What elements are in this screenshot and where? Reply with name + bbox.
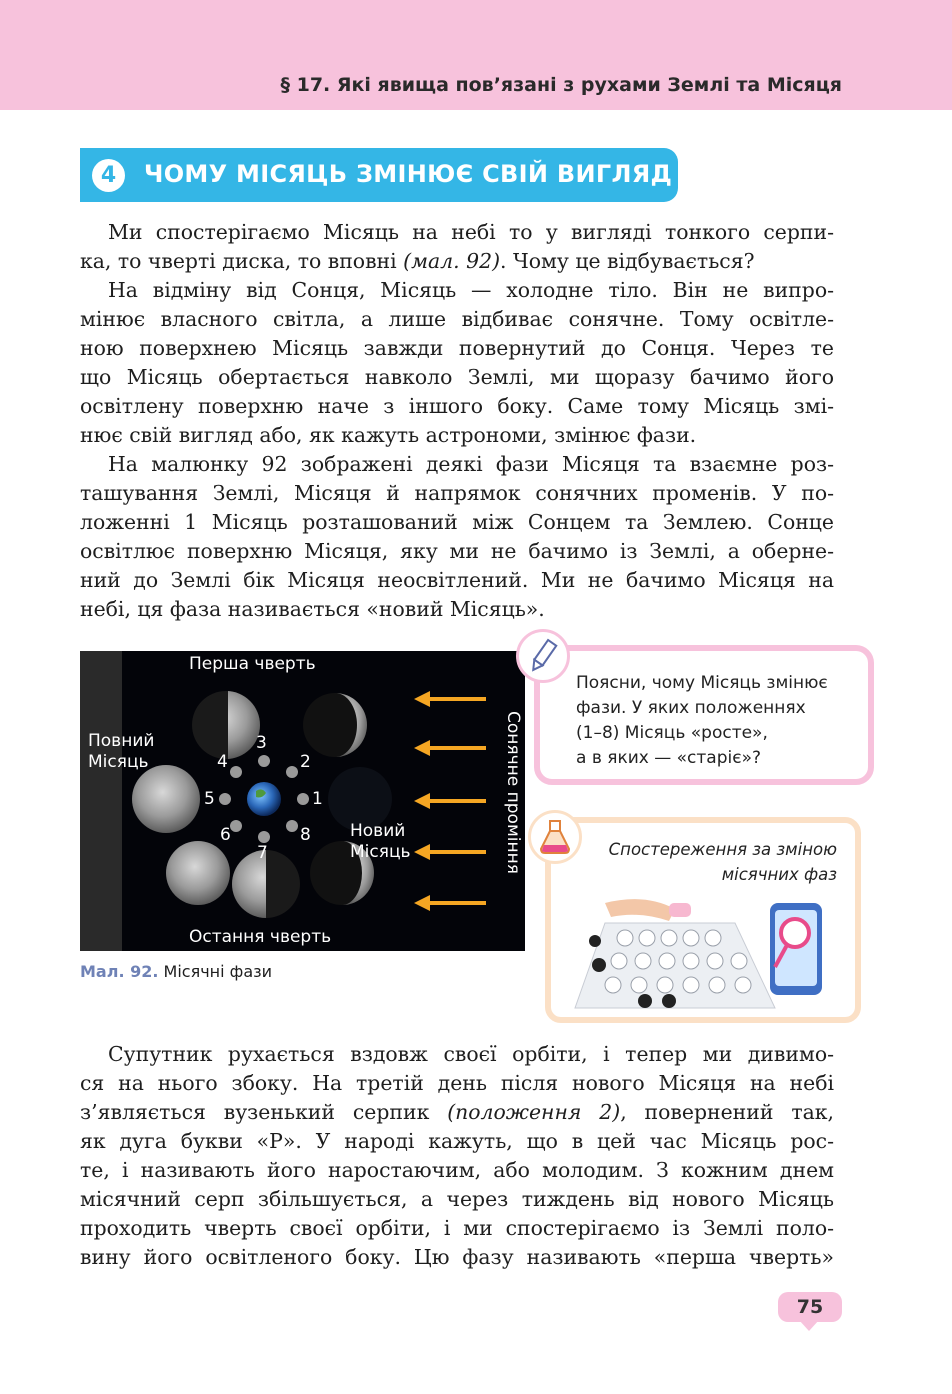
position-number: 3 <box>256 733 267 753</box>
text-line: На відміну від Сонця, Місяць — холодне тіло. Він не випро- <box>108 278 834 302</box>
text-line: освітлює поверхню Місяця, яку ми не бачимо із Землі, а оберне- <box>80 539 834 563</box>
text-line: На малюнку 92 зображені деякі фази Місяця та взаємне роз- <box>108 452 834 476</box>
paragraph-2 <box>80 276 834 450</box>
label-last-quarter: Остання чверть <box>189 927 332 947</box>
moon-phases-figure <box>80 651 525 951</box>
page-number-tail <box>799 1320 819 1331</box>
figure-caption: Мал. 92. Місячні фази <box>80 962 273 981</box>
task-text: Поясни, чому Місяць змінює фази. У яких положеннях (1–8) Місяць «росте», а в яких — «старіє»? <box>576 673 828 768</box>
text-line: що Місяць обертається навколо Землі, ми щоразу бачимо його <box>80 365 834 389</box>
observation-title: Спостереження за зміною місячних фаз <box>608 840 837 884</box>
paragraph-3 <box>80 450 834 624</box>
text-line: небі, ця фаза називається «новий Місяць». <box>80 597 545 621</box>
pencil-icon <box>516 629 570 683</box>
text-line: те, і називають його наростаючим, або молодим. З кожним днем <box>80 1158 834 1182</box>
page-number: 75 <box>778 1292 842 1322</box>
text-line: місячний серп збільшується, а через тиждень від нового Місяць <box>80 1187 834 1211</box>
moon-phases-illustration <box>80 651 525 951</box>
text-line: ся на нього збоку. На третій день після нового Місяця на небі <box>80 1071 834 1095</box>
running-head: § 17. Які явища пов’язані з рухами Землі та Місяця <box>280 74 842 96</box>
text-line: ною поверхнею Місяць завжди повернутий до Сонця. Через те <box>80 336 834 360</box>
waning-gibbous-moon <box>166 841 230 905</box>
text-line: ка, то чверті диска, то вповні (мал. 92). Чому це відбувається? <box>80 249 755 273</box>
text-line: проходить чверть своєї орбіти, і ми спостерігаємо із Землі поло- <box>80 1216 834 1240</box>
label-full-moon: Повний Місяць <box>88 731 155 772</box>
text-line: Ми спостерігаємо Місяць на небі то у вигляді тонкого серпи- <box>108 220 834 244</box>
label-sun-rays: Сонячне проміння <box>503 711 523 874</box>
observation-illustration <box>565 883 855 1013</box>
text-line: ташування Землі, Місяця й напрямок сонячних променів. У по- <box>80 481 834 505</box>
text-line: освітлену поверхню наче з іншого боку. Саме тому Місяць змі- <box>80 394 834 418</box>
label-first-quarter: Перша чверть <box>189 654 316 674</box>
text-line: вину його освітленого боку. Цю фазу називають «перша чверть» <box>80 1245 834 1269</box>
text-line: ложенні 1 Місяць розташований між Сонцем та Землею. Сонце <box>80 510 834 534</box>
sun-ray-arrows <box>414 691 486 911</box>
text-line: мінює власного світла, а лише відбиває сонячне. Тому освітле- <box>80 307 834 331</box>
earth <box>247 782 281 816</box>
position-number: 5 <box>204 789 215 809</box>
label-new-moon: Новий Місяць <box>350 821 411 862</box>
position-number: 1 <box>312 789 323 809</box>
section-title: ЧОМУ МІСЯЦЬ ЗМІНЮЄ СВІЙ ВИГЛЯД <box>144 160 673 188</box>
position-number: 2 <box>300 752 311 772</box>
position-number: 4 <box>217 752 228 772</box>
text-line: з’являється вузенький серпик (положення 2), повернений так, <box>80 1100 834 1124</box>
text-line: Супутник рухається вздовж своєї орбіти, і тепер ми дивимо- <box>108 1042 834 1066</box>
flask-icon <box>528 810 582 864</box>
text-line: як дуга букви «Р». У народі кажуть, що в цей час Місяць рос- <box>80 1129 834 1153</box>
section-number: 4 <box>92 159 125 192</box>
task-box <box>534 645 874 785</box>
text-line: ний до Землі бік Місяця неосвітлений. Ми не бачимо Місяця на <box>80 568 834 592</box>
position-number: 7 <box>257 843 268 863</box>
position-number: 8 <box>300 825 311 845</box>
paragraph-1 <box>80 218 834 276</box>
observation-box <box>545 817 861 1023</box>
position-number: 6 <box>220 825 231 845</box>
paragraph-4 <box>80 1040 834 1272</box>
full-moon <box>132 765 200 833</box>
text-line: нює свій вигляд або, як кажуть астрономи, змінює фази. <box>80 423 697 447</box>
